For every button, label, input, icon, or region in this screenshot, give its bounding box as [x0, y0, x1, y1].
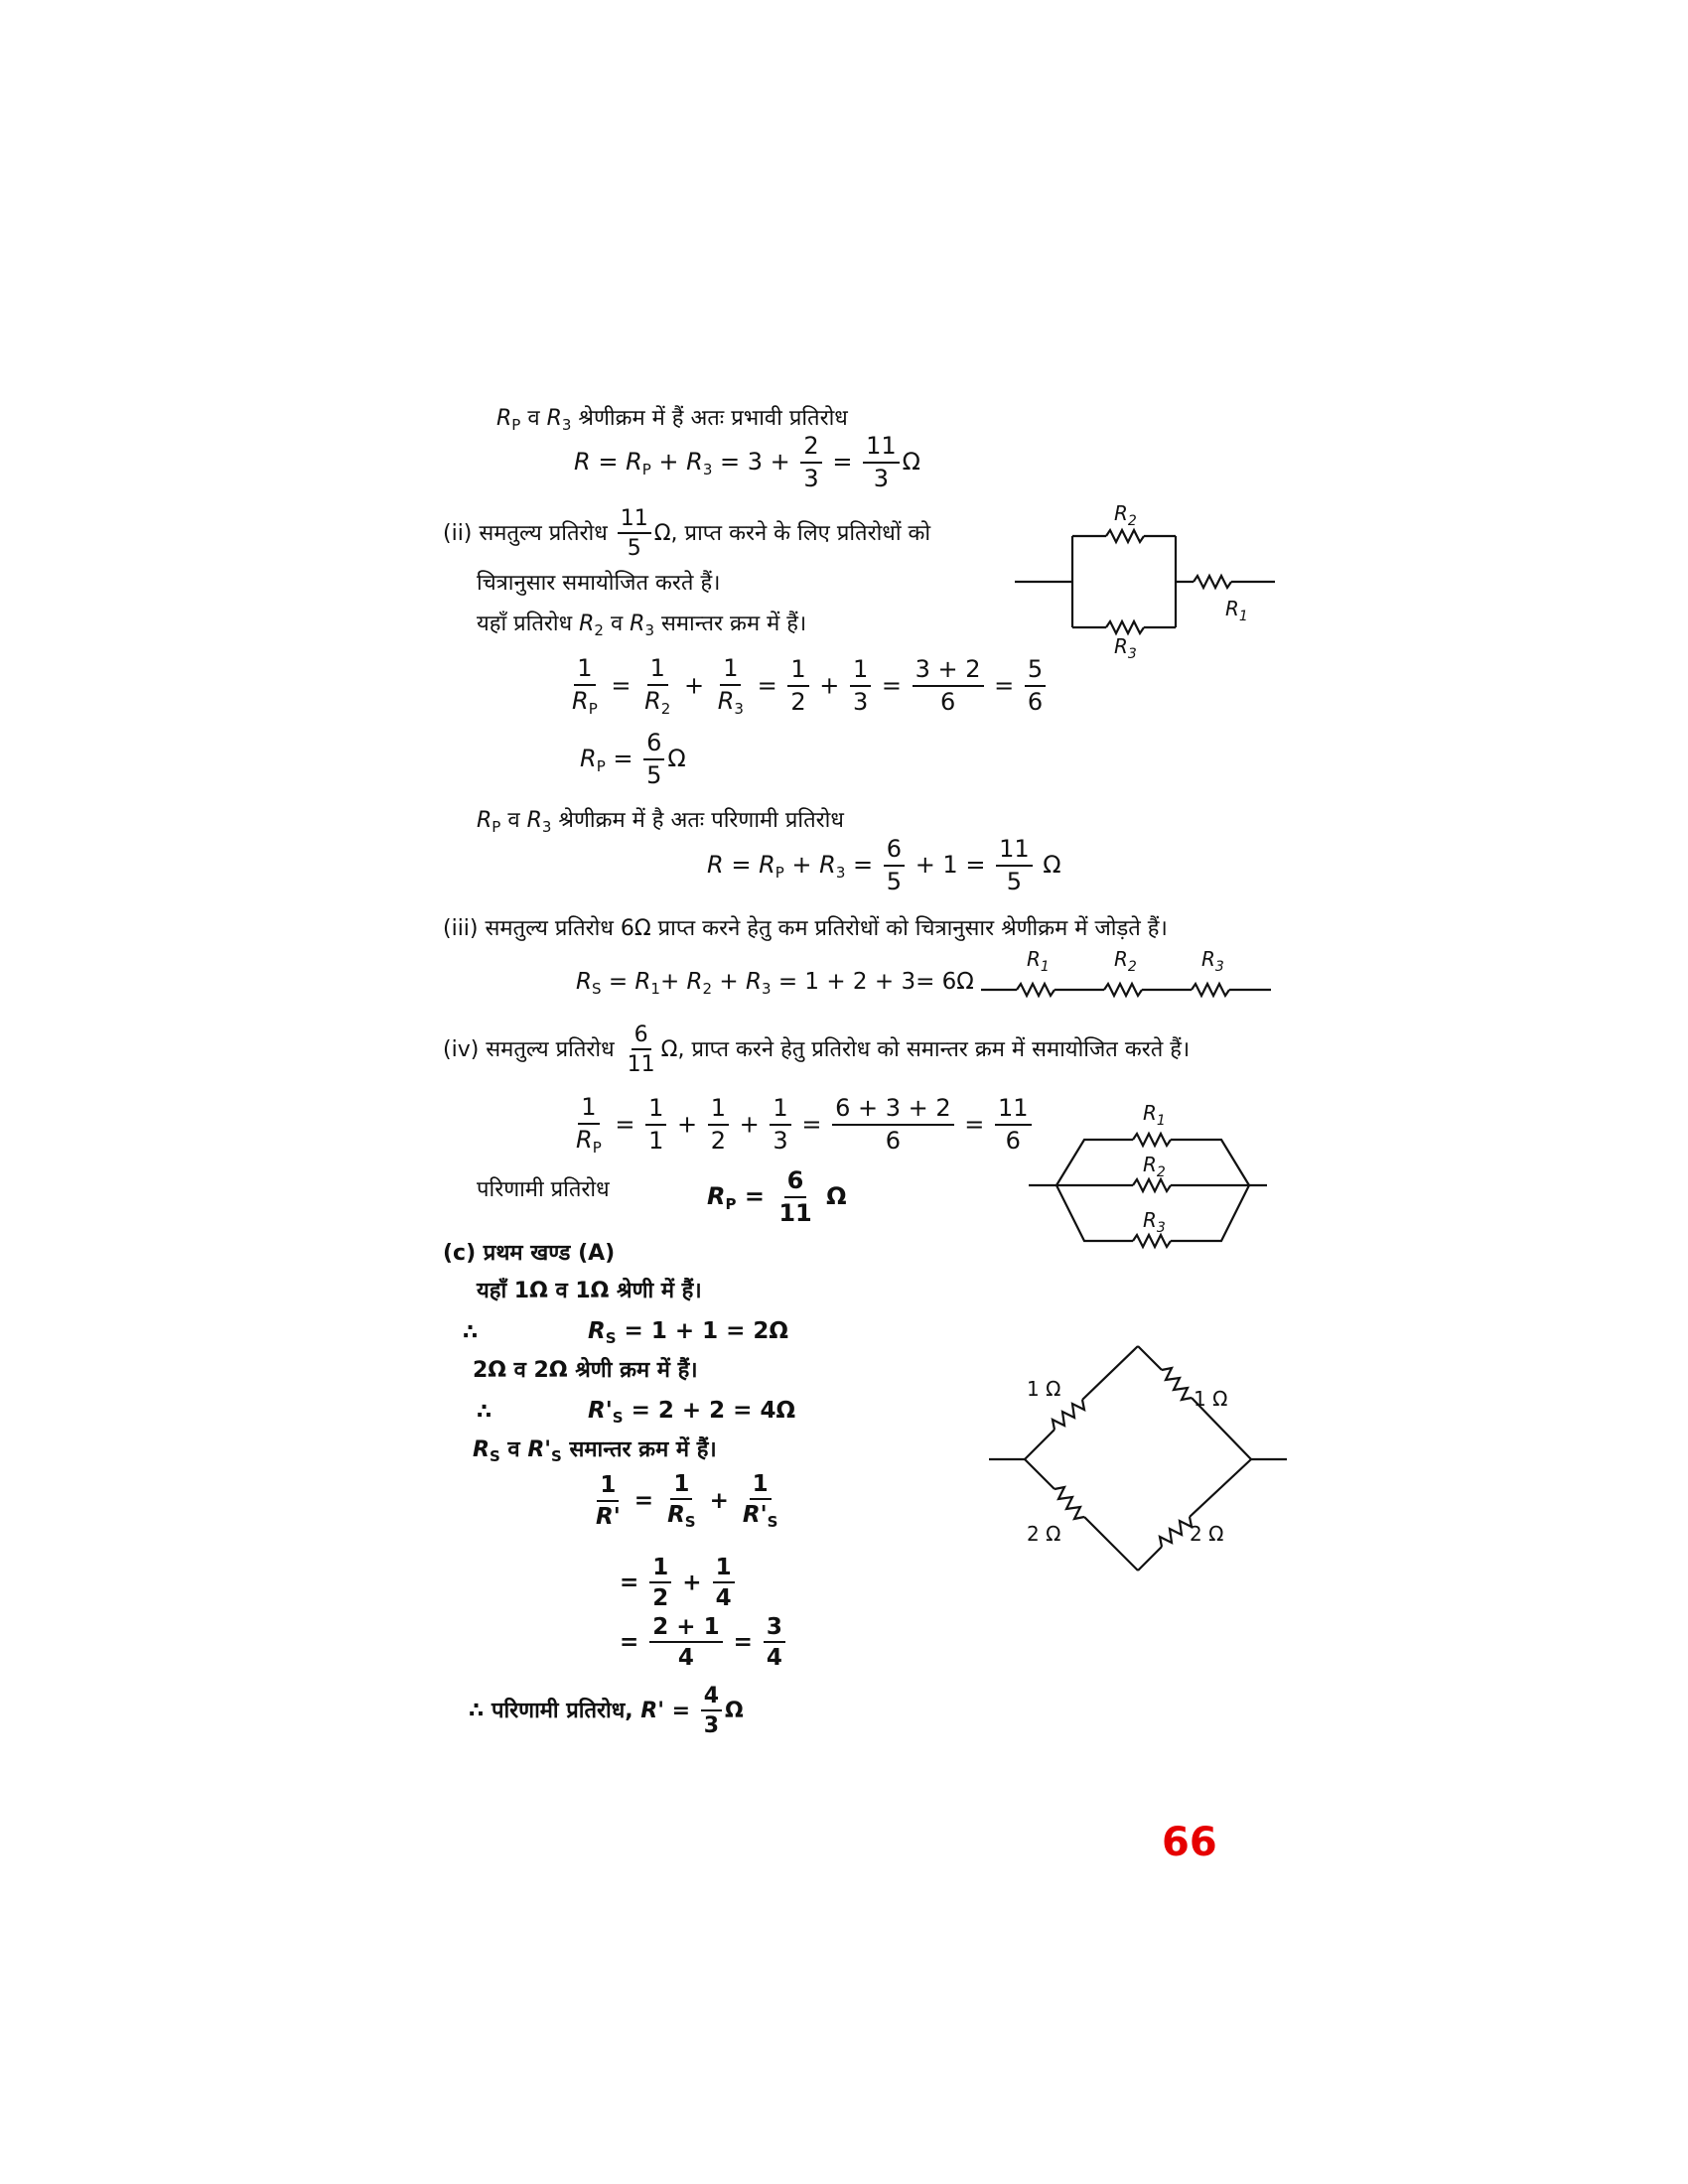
- rp-r3-series-line: $R_P$ व $R_3$ श्रेणीक्रम में हैं अतः प्रभावी प्रतिरोध: [496, 406, 848, 434]
- label-r3: $R_3$: [1201, 947, 1224, 975]
- label-1-ohm-left: 1 Ω: [1027, 1377, 1061, 1401]
- part-iv-eq2: $R_P$ = $\frac{6}{11}$ Ω: [707, 1166, 847, 1227]
- circuit-diagram-c: [989, 1342, 1287, 1580]
- part-c-eq1: $R_S = 1 + 1 = 2\Omega$: [588, 1318, 788, 1347]
- label-r2: $R_2$: [1114, 501, 1137, 529]
- part-c-line3: $R_S$ व $R'_S$ समान्तर क्रम में हैं।: [473, 1437, 717, 1465]
- label-r1: $R_1$: [1143, 1101, 1166, 1129]
- part-iv-eq1: $\frac{1}{R_P}$ = $\frac{1}{1}$ + $\frac{1}{2}$ + $\frac{1}{3}$ = $\frac{6 + 3 + 2}{6}$ = $\frac{11}{6}$: [570, 1094, 1035, 1157]
- circuit-diagram-ii: [1015, 496, 1283, 662]
- part-iv-result-label: परिणामी प्रतिरोध: [477, 1177, 610, 1202]
- label-r3: $R_3$: [1143, 1208, 1166, 1236]
- part-c-line1: यहाँ 1Ω व 1Ω श्रेणी में हैं।: [477, 1279, 702, 1303]
- part-c-final: ∴ परिणामी प्रतिरोध, R' = $\frac{4}{3}$ Ω: [469, 1684, 744, 1739]
- part-c-line2: 2Ω व 2Ω श्रेणी क्रम में हैं।: [473, 1358, 698, 1383]
- part-ii-eq1: $\frac{1}{R_P}$ = $\frac{1}{R_2}$ + $\frac{1}{R_3}$ = $\frac{1}{2}$ + $\frac{1}{3}$ = $\frac{3 + 2}{6}$ = $\frac{5}{6}$: [566, 655, 1049, 718]
- part-c-eq3: $\frac{1}{R'}$ = $\frac{1}{R_S}$ + $\frac{1}{R'_S}$: [596, 1471, 778, 1532]
- label-r3: $R_3$: [1114, 634, 1137, 662]
- part-c-heading: (c) प्रथम खण्ड (A): [443, 1241, 616, 1266]
- part-iii-eq: $R_S = R_1+ R_2 + R_3 = 1 + 2 + 3= 6\Omega$: [576, 969, 974, 998]
- part-ii-eq2: $R_P$ = $\frac{6}{5}$ Ω: [580, 729, 686, 789]
- part-ii-eq3: $R = R_P + R_3$ = $\frac{6}{5}$ + 1 = $\frac{11}{5}$ Ω: [707, 835, 1061, 895]
- circuit-diagram-iv: [1029, 1082, 1267, 1251]
- part-ii-line1: (ii) समतुल्य प्रतिरोध $\frac{11}{5}$ Ω, प्राप्त करने के लिए प्रतिरोधों को: [443, 506, 931, 562]
- therefore-symbol-2: ∴: [477, 1400, 492, 1425]
- label-r1: $R_1$: [1225, 597, 1248, 624]
- label-r1: $R_1$: [1027, 947, 1050, 975]
- part-ii-line4: $R_P$ व $R_3$ श्रेणीक्रम में है अतः परिणामी प्रतिरोध: [477, 808, 844, 836]
- label-2-ohm-left: 2 Ω: [1027, 1522, 1061, 1546]
- equation-r-total-11-3: $R = R_P + R_3 = 3$ + $\frac{2}{3}$ = $\frac{11}{3}$ Ω: [574, 432, 920, 492]
- label-r2: $R_2$: [1114, 947, 1137, 975]
- part-iv-line1: (iv) समतुल्य प्रतिरोध $\frac{6}{11}$ Ω, प्राप्त करने हेतु प्रतिरोध को समान्तर क्रम में समायोजित करते हैं।: [443, 1023, 1191, 1078]
- part-ii-line3: यहाँ प्रतिरोध $R_2$ व $R_3$ समान्तर क्रम में हैं।: [477, 612, 807, 639]
- circuit-diagram-iii: [981, 948, 1279, 1008]
- part-c-eq2: $R'_S = 2 + 2 = 4\Omega$: [588, 1398, 795, 1427]
- part-c-eq5: = $\frac{2 + 1}{4}$ = $\frac{3}{4}$: [620, 1614, 788, 1672]
- label-2-ohm-right: 2 Ω: [1190, 1522, 1224, 1546]
- part-iii-line1: (iii) समतुल्य प्रतिरोध 6Ω प्राप्त करने हेतु कम प्रतिरोधों को चित्रानुसार श्रेणीक्रम में जोड़ते हैं।: [443, 916, 1168, 941]
- part-c-eq4: = $\frac{1}{2}$ + $\frac{1}{4}$: [620, 1555, 738, 1612]
- therefore-symbol-1: ∴: [463, 1320, 479, 1345]
- page-number: 66: [1162, 1820, 1217, 1865]
- label-r2: $R_2$: [1143, 1153, 1166, 1180]
- part-ii-line2: चित्रानुसार समायोजित करते हैं।: [477, 571, 721, 596]
- label-1-ohm-right: 1 Ω: [1194, 1387, 1228, 1411]
